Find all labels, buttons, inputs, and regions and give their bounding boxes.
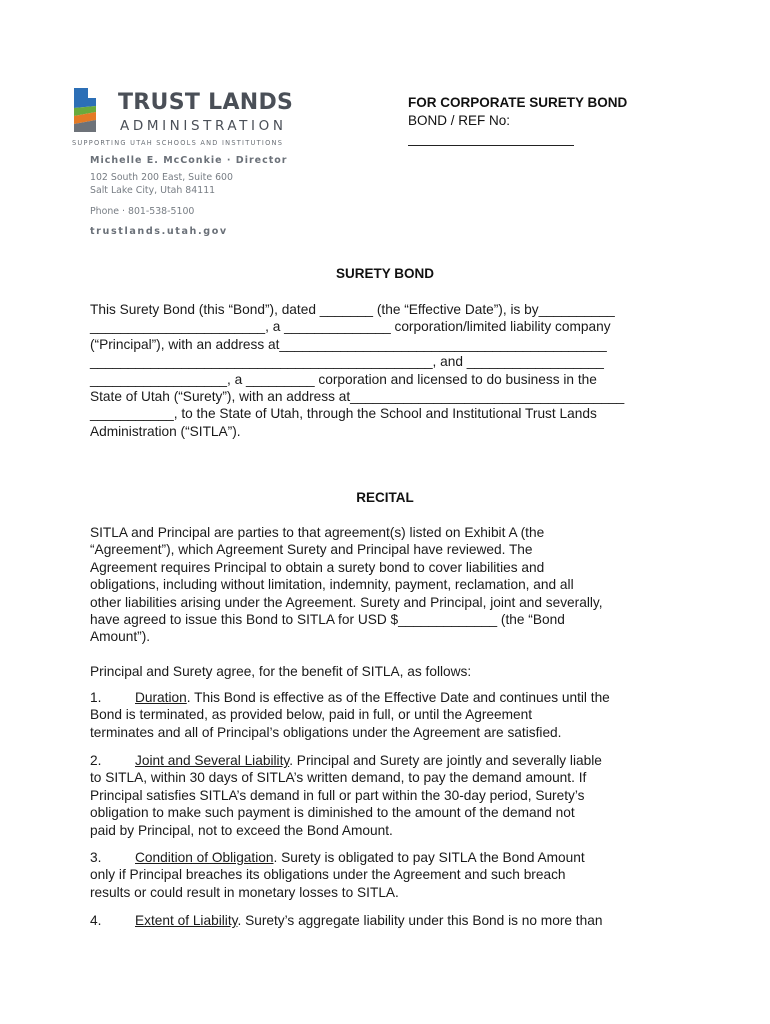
paragraph-line: Principal satisfies SITLA’s demand in full or part within the 30-day period, Surety’s	[90, 787, 585, 803]
clause-title: Condition of Obligation	[135, 850, 274, 865]
paragraph-line: to SITLA, within 30 days of SITLA’s written demand, to pay the demand amount. If	[90, 770, 587, 786]
paragraph-line: (“Principal”), with an address at___________________________________________	[90, 336, 607, 352]
clause-number: 2.	[90, 753, 102, 768]
paragraph-line: State of Utah (“Surety”), with an address at____________________________________	[90, 389, 625, 405]
clause-extent	[90, 912, 690, 929]
paragraph-line: paid by Principal, not to exceed the Bond Amount.	[90, 822, 393, 838]
surety-bond-paragraph	[90, 301, 690, 440]
clause-number: 1.	[90, 690, 102, 705]
clause-duration	[90, 689, 690, 741]
form-header	[408, 95, 627, 146]
paragraph-line: “Agreement”), which Agreement Surety and Principal have reviewed. The	[90, 542, 533, 558]
recital-paragraph	[90, 524, 690, 646]
paragraph-line: results or could result in monetary losses to SITLA.	[90, 884, 399, 900]
director-name: Michelle E. McConkie · Director	[90, 155, 288, 166]
paragraph-line: _____________________________________________, and __________________	[90, 354, 604, 370]
website-link[interactable]: trustlands.utah.gov	[90, 226, 228, 237]
paragraph-line: only if Principal breaches its obligations under the Agreement and such breach	[90, 867, 566, 883]
paragraph-line: terminates and all of Principal’s obligations under the Agreement are satisfied.	[90, 724, 562, 740]
paragraph-line: _______________________, a ______________ corporation/limited liability company	[90, 319, 611, 335]
clause-title: Duration	[135, 690, 187, 705]
surety-bond-heading: SURETY BOND	[335, 266, 434, 281]
clause-title: Extent of Liability	[135, 913, 238, 928]
paragraph-line: obligation to make such payment is diminished to the amount of the demand not	[90, 805, 575, 821]
clause-number: 4.	[90, 913, 102, 928]
clause-text: . Principal and Surety are jointly and severally liable	[289, 753, 602, 768]
paragraph-line: ___________, to the State of Utah, through the School and Institutional Trust Lands	[90, 406, 597, 422]
paragraph-line: __________________, a _________ corporation and licensed to do business in the	[90, 371, 597, 387]
clause-number: 3.	[90, 850, 102, 865]
address-line-1: 102 South 200 East, Suite 600	[90, 172, 233, 183]
ref-label: BOND / REF No:	[408, 113, 511, 128]
paragraph-line: Agreement requires Principal to obtain a surety bond to cover liabilities and	[90, 559, 545, 575]
clause-text: . Surety is obligated to pay SITLA the Bond Amount	[273, 850, 585, 865]
paragraph-line: Bond is terminated, as provided below, paid in full, or until the Agreement	[90, 707, 533, 723]
utah-shape-icon	[72, 86, 112, 136]
paragraph-line: obligations, including without limitation, indemnity, payment, reclamation, and all	[90, 577, 574, 593]
address-line-2: Salt Lake City, Utah 84111	[90, 185, 216, 196]
paragraph-line: Administration (“SITLA”).	[90, 423, 241, 439]
logo-subtitle: ADMINISTRATION	[120, 118, 287, 134]
clause-condition	[90, 849, 690, 901]
clause-text: . Surety’s aggregate liability under this Bond is no more than	[237, 913, 603, 928]
agreement-intro	[90, 663, 690, 680]
paragraph-line: Amount”).	[90, 629, 151, 645]
contact-block	[90, 155, 287, 238]
paragraph-line: SITLA and Principal are parties to that agreement(s) listed on Exhibit A (the	[90, 525, 545, 540]
clause-title: Joint and Several Liability	[135, 753, 290, 768]
logo-title: TRUST LANDS	[118, 90, 294, 115]
form-title: FOR CORPORATE SURETY BOND	[408, 95, 628, 110]
logo-tagline: SUPPORTING UTAH SCHOOLS AND INSTITUTIONS	[72, 139, 284, 147]
paragraph-line: have agreed to issue this Bond to SITLA for USD $_____________ (the “Bond	[90, 612, 565, 628]
paragraph-line: other liabilities arising under the Agreement. Surety and Principal, joint and severally,	[90, 594, 603, 610]
clause-text: . This Bond is effective as of the Effective Date and continues until the	[186, 690, 610, 705]
paragraph-line: Principal and Surety agree, for the benefit of SITLA, as follows:	[90, 664, 472, 679]
recital-heading: RECITAL	[356, 490, 414, 505]
trust-lands-logo	[72, 86, 302, 152]
clause-joint-liability	[90, 752, 690, 839]
ref-number-field[interactable]	[408, 145, 574, 146]
paragraph-line: This Surety Bond (this “Bond”), dated _______ (the “Effective Date”), is by__________	[90, 302, 615, 317]
phone-number: Phone · 801-538-5100	[90, 206, 195, 217]
